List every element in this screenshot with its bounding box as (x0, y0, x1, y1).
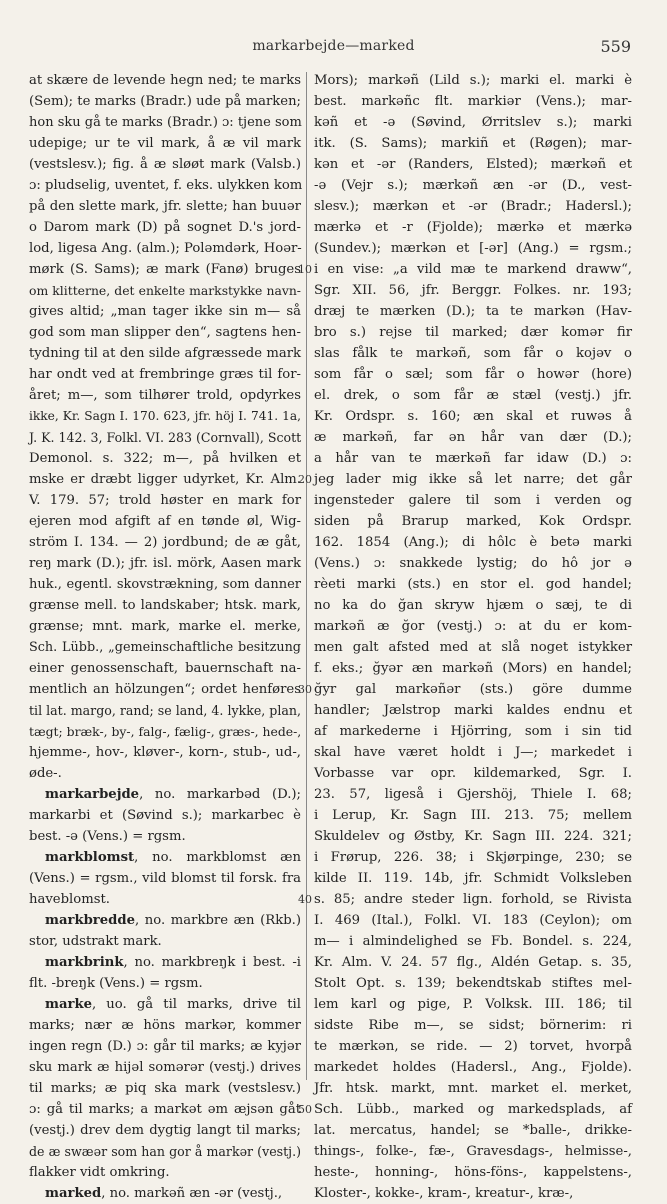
text-line: markblomst, no. markblomst æn (45, 850, 301, 865)
text-line: grænse; mnt. mark, marke el. merke, (29, 619, 301, 634)
text-line: marks; nær æ höns markər, kommer (29, 1018, 301, 1033)
text-line: Jfr. htsk. markt, mnt. market el. merket, (314, 1081, 632, 1096)
text-line: bro s.) rejse til marked; dær komər fir (314, 325, 632, 340)
text-line: V. 179. 57; trold høster en mark for (29, 493, 301, 508)
text-line: Mors); markəñ (Lild s.); marki el. marki è (314, 73, 632, 88)
text-line: i en vise: „a vild mæ te markend draww“, (314, 262, 632, 277)
text-line: 23. 57, ligeså i Gjershöj, Thiele I. 68; (314, 787, 632, 802)
text-line: til lat. margo, rand; se land, 4. lykke, plan, (29, 703, 302, 718)
text-line: ɔ: pludselig, uventet, f. eks. ulykken kom (29, 178, 303, 193)
text-line: lem karl og pige, P. Volksk. III. 186; til (314, 997, 632, 1012)
text-line: (Sundev.); mærkən et [-ər] (Ang.) = rgsm.; (314, 241, 632, 256)
text-line: Vorbasse var opr. kildemarked, Sgr. I. (314, 766, 632, 781)
text-line: sidste Ribe m—, se sidst; börnerim: ri (314, 1018, 632, 1033)
text-line: ɔ: gå til marks; a markət əm æjsən gåt (29, 1102, 301, 1117)
running-title: markarbejde—marked (252, 38, 415, 54)
text-line: ingensteder galere til som i verden og (314, 493, 632, 508)
text-line: dræj te mærken (D.); ta te markən (Hav- (314, 304, 632, 319)
entry-headword: marke (45, 997, 92, 1012)
text-line: lod, ligesa Ang. (alm.); Poləmdərk, Hoər- (29, 241, 302, 256)
text-line: -ə (Vejr s.); mærkəñ æn -ər (D., vest- (314, 178, 632, 193)
text-line: har ondt ved at frembringe græs til for- (29, 367, 301, 382)
text-line: hjemme-, hov-, kløver-, korn-, stub-, ud-, (29, 745, 301, 760)
text-line: no ka do ğan skryw hjæm o sæj, te di (314, 598, 632, 613)
text-line: f. eks.; ğyər æn markəñ (Mors) en handel; (314, 661, 632, 676)
text-line: siden på Brarup marked, Kok Ordspr. (314, 514, 632, 529)
text-line: mørk (S. Sams); æ mark (Fanø) bruges (29, 262, 301, 277)
text-line: god som man slipper den“, sagtens hen- (29, 325, 301, 340)
text-line: haveblomst. (29, 892, 110, 907)
text-line: lat. mercatus, handel; se *balle-, drikke- (314, 1123, 632, 1138)
text-line: reŋ mark (D.); jfr. isl. mörk, Aasen mark (29, 556, 301, 571)
text-line: stor, udstrakt mark. (29, 934, 162, 949)
text-line: (Sem); te marks (Bradr.) ude på marken; (29, 94, 301, 109)
text-line: best. markəñc flt. markiər (Vens.); mar- (314, 94, 632, 109)
text-line: mske er dræbt ligger udyrket, Kr. Alm. (29, 472, 301, 487)
entry-headword: marked (45, 1186, 102, 1201)
text-line: tægt; bræk-, by-, falg-, fælig-, græs-, hede-, (29, 724, 302, 739)
text-line: på den slette mark, jfr. slette; han buuər (29, 199, 301, 214)
text-line: kəñ et -ə (Søvind, Ørritslev s.); marki (314, 115, 632, 130)
text-line: itk. (S. Sams); markiñ et (Røgen); mar- (314, 136, 632, 151)
text-line: Stolt Opt. s. 139; bekendtskab stiftes mel- (314, 976, 632, 991)
text-line: ikke, Kr. Sagn I. 170. 623, jfr. höj I. 741. 1a, (29, 409, 301, 423)
page-number: 559 (600, 37, 631, 56)
text-line: mærkə et -r (Fjolde); mærkə et mærkə (314, 220, 632, 235)
text-line: at skære de levende hegn ned; te marks (29, 73, 301, 88)
entry-headword: markarbejde (45, 787, 140, 802)
text-line: s. 85; andre steder lign. forhold, se Rivista (314, 892, 632, 907)
text-line: tydning til at den silde afgræssede mark (29, 346, 301, 361)
text-line: things-, folke-, fæ-, Gravesdags-, helmisse-, (314, 1144, 632, 1159)
text-line: markedet holdes (Hadersl., Ang., Fjolde). (314, 1060, 632, 1075)
text-line: kən et -ər (Randers, Elsted); mærkəñ et (314, 157, 632, 172)
right-column (314, 70, 632, 1201)
text-line: ström I. 134. — 2) jordbund; de æ gåt, (29, 535, 301, 550)
left-column (29, 70, 303, 1201)
text-line: markəñ æ ğor (vestj.) ɔ: at du er kom- (314, 619, 632, 634)
entry-headword: markblomst (45, 850, 135, 865)
text-line: øde-. (29, 766, 62, 781)
text-line: i Lerup, Kr. Sagn III. 213. 75; mellem (314, 808, 632, 823)
text-line: o Darom mark (D) på sognet D.'s jord- (29, 220, 301, 235)
line-number: 50 (298, 1103, 312, 1116)
text-line: (Vens.) = rgsm., vild blomst til forsk. fra (29, 871, 301, 886)
text-line: mentlich an hölzungen“; ordet henføres (29, 682, 301, 697)
text-line: huk., egentl. skovstrækning, som danner (29, 577, 301, 592)
text-line: einer genossenschaft, bauernschaft na- (29, 661, 301, 676)
text-line: til marks; æ piq ska mark (vestslesv.) (29, 1081, 301, 1096)
text-line: marke, uo. gå til marks, drive til (45, 997, 301, 1012)
entry-headword: markbredde (45, 913, 135, 928)
text-line: udepige; ur te vil mark, å æ vil mark (29, 136, 301, 151)
text-line: handler; Jælstrop marki kaldes endnu et (314, 703, 632, 718)
text-line: te mærkən, se ride. — 2) torvet, hvorpå (314, 1039, 632, 1054)
text-line: markbredde, no. markbre æn (Rkb.) (45, 913, 301, 928)
line-number: 30 (298, 683, 312, 696)
text-line: men galt afsted med at slå noget istykker (314, 640, 632, 655)
text-line: (vestslesv.); fig. å æ sløøt mark (Valsb.) (29, 157, 301, 172)
text-line: gives altid; „man tager ikke sin m— så (29, 304, 301, 319)
text-line: markarbi et (Søvind s.); markarbec è (29, 808, 301, 823)
text-line: marked, no. markəñ æn -ər (vestj., (45, 1186, 283, 1201)
page-header (0, 38, 667, 60)
text-line: sku mark æ hijəl somərər (vestj.) drives (29, 1060, 301, 1075)
text-line: året; m—, som tilhører trold, opdyrkes (29, 388, 301, 403)
text-line: om klitterne, det enkelte markstykke navn- (29, 283, 301, 298)
text-line: I. 469 (Ital.), Folkl. VI. 183 (Ceylon); om (314, 913, 632, 928)
line-number: 10 (298, 263, 312, 276)
text-line: Sgr. XII. 56, jfr. Berggr. Folkes. nr. 193; (314, 283, 632, 298)
text-line: Kr. Alm. V. 24. 57 flg., Aldén Getap. s. 35, (314, 955, 632, 970)
text-line: Skuldelev og Østby, Kr. Sagn III. 224. 321; (314, 829, 632, 844)
text-line: rèeti marki (sts.) en stor el. god handel; (314, 577, 632, 592)
text-line: ejeren mod afgift af en tønde øl, Wig- (29, 514, 301, 529)
text-line: Demonol. s. 322; m—, på hvilken et (29, 451, 301, 466)
text-line: af markederne i Hjörring, som i sin tid (314, 724, 632, 739)
line-number: 20 (298, 473, 312, 486)
text-line: el. drek, o som får æ stæl (vestj.) jfr. (314, 388, 632, 403)
text-line: m— i almindelighed se Fb. Bondel. s. 224, (314, 934, 632, 949)
text-line: slas fålk te markəñ, som får o kojəv o (314, 346, 632, 361)
entry-headword: markbrink (45, 955, 124, 970)
column-divider (306, 72, 307, 1080)
text-line: ğyr gal markəñər (sts.) göre dumme (314, 682, 632, 697)
text-line: æ markəñ, far ən hår van dær (D.); (314, 430, 632, 445)
text-line: i Frørup, 226. 38; i Skjørpinge, 230; se (314, 850, 632, 865)
text-line: Kloster-, kokke-, kram-, kreatur-, kræ-, (314, 1186, 574, 1201)
text-line: a hår van te mærkəñ far idaw (D.) ɔ: (314, 451, 632, 466)
line-number: 40 (298, 893, 312, 906)
text-line: (vestj.) drev dem dygtig langt til marks; (29, 1123, 301, 1138)
text-line: Sch. Lübb., „gemeinschaftliche besitzung (29, 640, 301, 655)
text-line: som får o sæl; som får o howər (hore) (314, 367, 632, 382)
text-line: ingen regn (D.) ɔ: går til marks; æ kyjər (29, 1039, 301, 1054)
text-line: kilde II. 119. 14b, jfr. Schmidt Volksleben (314, 871, 632, 886)
text-line: best. -ə (Vens.) = rgsm. (29, 829, 186, 844)
text-line: markarbejde, no. markarbəd (D.); (45, 787, 301, 802)
text-line: skal have været holdt i J—; markedet i (314, 745, 632, 760)
text-line: 162. 1854 (Ang.); di hôlc è betə marki (314, 535, 632, 550)
text-line: slesv.); mærkən et -ər (Bradr.; Hadersl.); (314, 199, 632, 214)
text-line: Kr. Ordspr. s. 160; æn skal et ruwəs å (314, 409, 632, 424)
text-line: heste-, honning-, höns-föns-, kappelstens-, (314, 1165, 632, 1180)
text-line: J. K. 142. 3, Folkl. VI. 283 (Cornvall), Scott (29, 430, 302, 445)
text-line: flt. -breŋk (Vens.) = rgsm. (29, 976, 203, 991)
text-line: (Vens.) ɔ: snakkede lystig; do hô jor ə (314, 556, 632, 571)
text-line: grænse mell. to landskaber; htsk. mark, (29, 598, 301, 613)
text-line: flakker vidt omkring. (29, 1165, 170, 1180)
text-line: markbrink, no. markbreŋk i best. -i (45, 955, 301, 970)
text-line: Sch. Lübb., marked og markedsplads, af (314, 1102, 632, 1117)
text-line: de æ swæər som han gor å markər (vestj.) (29, 1144, 301, 1159)
text-line: jeg lader mig ikke så let narre; det går (314, 472, 632, 487)
text-line: hon sku gå te marks (Bradr.) ɔ: tjene som (29, 115, 302, 130)
